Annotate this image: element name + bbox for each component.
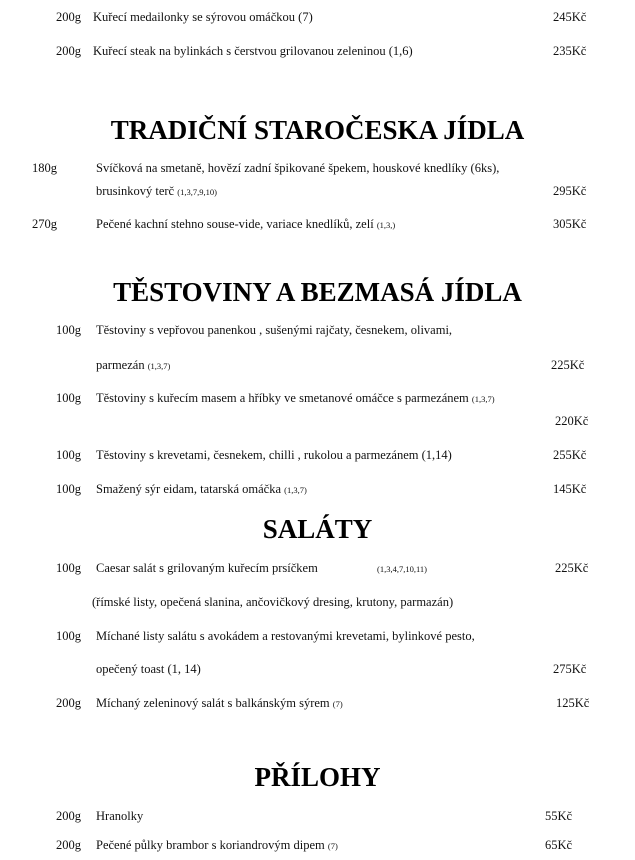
section-title: PŘÍLOHY [254, 762, 381, 792]
item-price: 125Kč [556, 696, 590, 710]
item-name: Míchané listy salátu s avokádem a restovanými krevetami, bylinkové pesto, [96, 629, 475, 643]
item-price: 245Kč [553, 10, 587, 24]
item-weight: 200g [56, 44, 81, 58]
item-allergens: (1,3,7) [147, 361, 171, 371]
item-price: 225Kč [555, 561, 589, 575]
item-price: 55Kč [545, 809, 573, 823]
item-name: Smažený sýr eidam, tatarská omáčka [96, 482, 281, 496]
item-allergens: (7) [327, 841, 338, 851]
item-name: Pečené kachní stehno souse-vide, variace knedlíků, zelí [96, 217, 374, 231]
item-name: Míchaný zeleninový salát s balkánským sýrem [96, 696, 330, 710]
item-name: Kuřecí steak na bylinkách s čerstvou grilovanou zeleninou (1,6) [93, 44, 413, 58]
section-title: TĚSTOVINY A BEZMASÁ JÍDLA [113, 277, 522, 307]
item-name-row [96, 481, 307, 498]
item-price: 305Kč [553, 217, 587, 231]
item-price: 225Kč [551, 358, 585, 372]
item-allergens: (1,3,7) [284, 485, 307, 495]
item-name: Svíčková na smetaně, hovězí zadní špikované špekem, houskové knedlíky (6ks), [96, 161, 500, 175]
item-weight: 200g [56, 696, 81, 710]
item-name-cont [96, 183, 217, 200]
item-name-line2: parmezán [96, 358, 145, 372]
item-weight: 270g [32, 217, 57, 231]
item-name: Kuřecí medailonky se sýrovou omáčkou (7) [93, 10, 313, 24]
item-allergens: (1,3,4,7,10,11) [377, 564, 427, 574]
item-weight: 100g [56, 629, 81, 643]
item-name: Těstoviny s krevetami, česnekem, chilli , rukolou a parmezánem (1,14) [96, 448, 452, 462]
item-weight: 200g [56, 809, 81, 823]
item-price: 220Kč [555, 414, 589, 428]
item-weight: 200g [56, 838, 81, 852]
item-name-line2: opečený toast (1, 14) [96, 662, 201, 676]
item-name: Pečené půlky brambor s koriandrovým dipem [96, 838, 325, 852]
item-allergens: (7) [332, 699, 343, 709]
item-weight: 100g [56, 391, 81, 405]
section-title: TRADIČNÍ STAROČESKA JÍDLA [110, 115, 525, 145]
item-allergens: (1,3,7) [471, 394, 495, 404]
item-weight: 100g [56, 323, 81, 337]
item-price: 235Kč [553, 44, 587, 58]
item-weight: 100g [56, 561, 81, 575]
item-weight: 200g [56, 10, 81, 24]
section-title: SALÁTY [262, 514, 373, 544]
item-weight: 100g [56, 482, 81, 496]
item-price: 275Kč [553, 662, 587, 676]
item-allergens: (1,3,7,9,10) [177, 187, 217, 197]
item-name-cont [96, 357, 170, 374]
item-name-line2: brusinkový terč [96, 184, 175, 198]
item-price: 295Kč [553, 184, 587, 198]
item-note: (římské listy, opečená slanina, ančovičkový dresing, krutony, parmazán) [92, 595, 454, 609]
item-name-row [96, 390, 495, 407]
item-name-row [96, 695, 343, 712]
item-name: Těstoviny s vepřovou panenkou , sušenými rajčaty, česnekem, olivami, [96, 323, 453, 337]
item-price: 65Kč [545, 838, 573, 852]
item-name: Hranolky [96, 809, 144, 823]
item-name-row [96, 216, 395, 233]
item-weight: 100g [56, 448, 81, 462]
item-name: Caesar salát s grilovaným kuřecím prsíčkem [96, 561, 318, 575]
item-price: 145Kč [553, 482, 587, 496]
item-name: Těstoviny s kuřecím masem a hříbky ve smetanové omáčce s parmezánem [96, 391, 469, 405]
item-weight: 180g [32, 161, 57, 175]
item-name-row [96, 837, 338, 854]
item-allergens: (1,3,) [376, 220, 396, 230]
item-price: 255Kč [553, 448, 587, 462]
